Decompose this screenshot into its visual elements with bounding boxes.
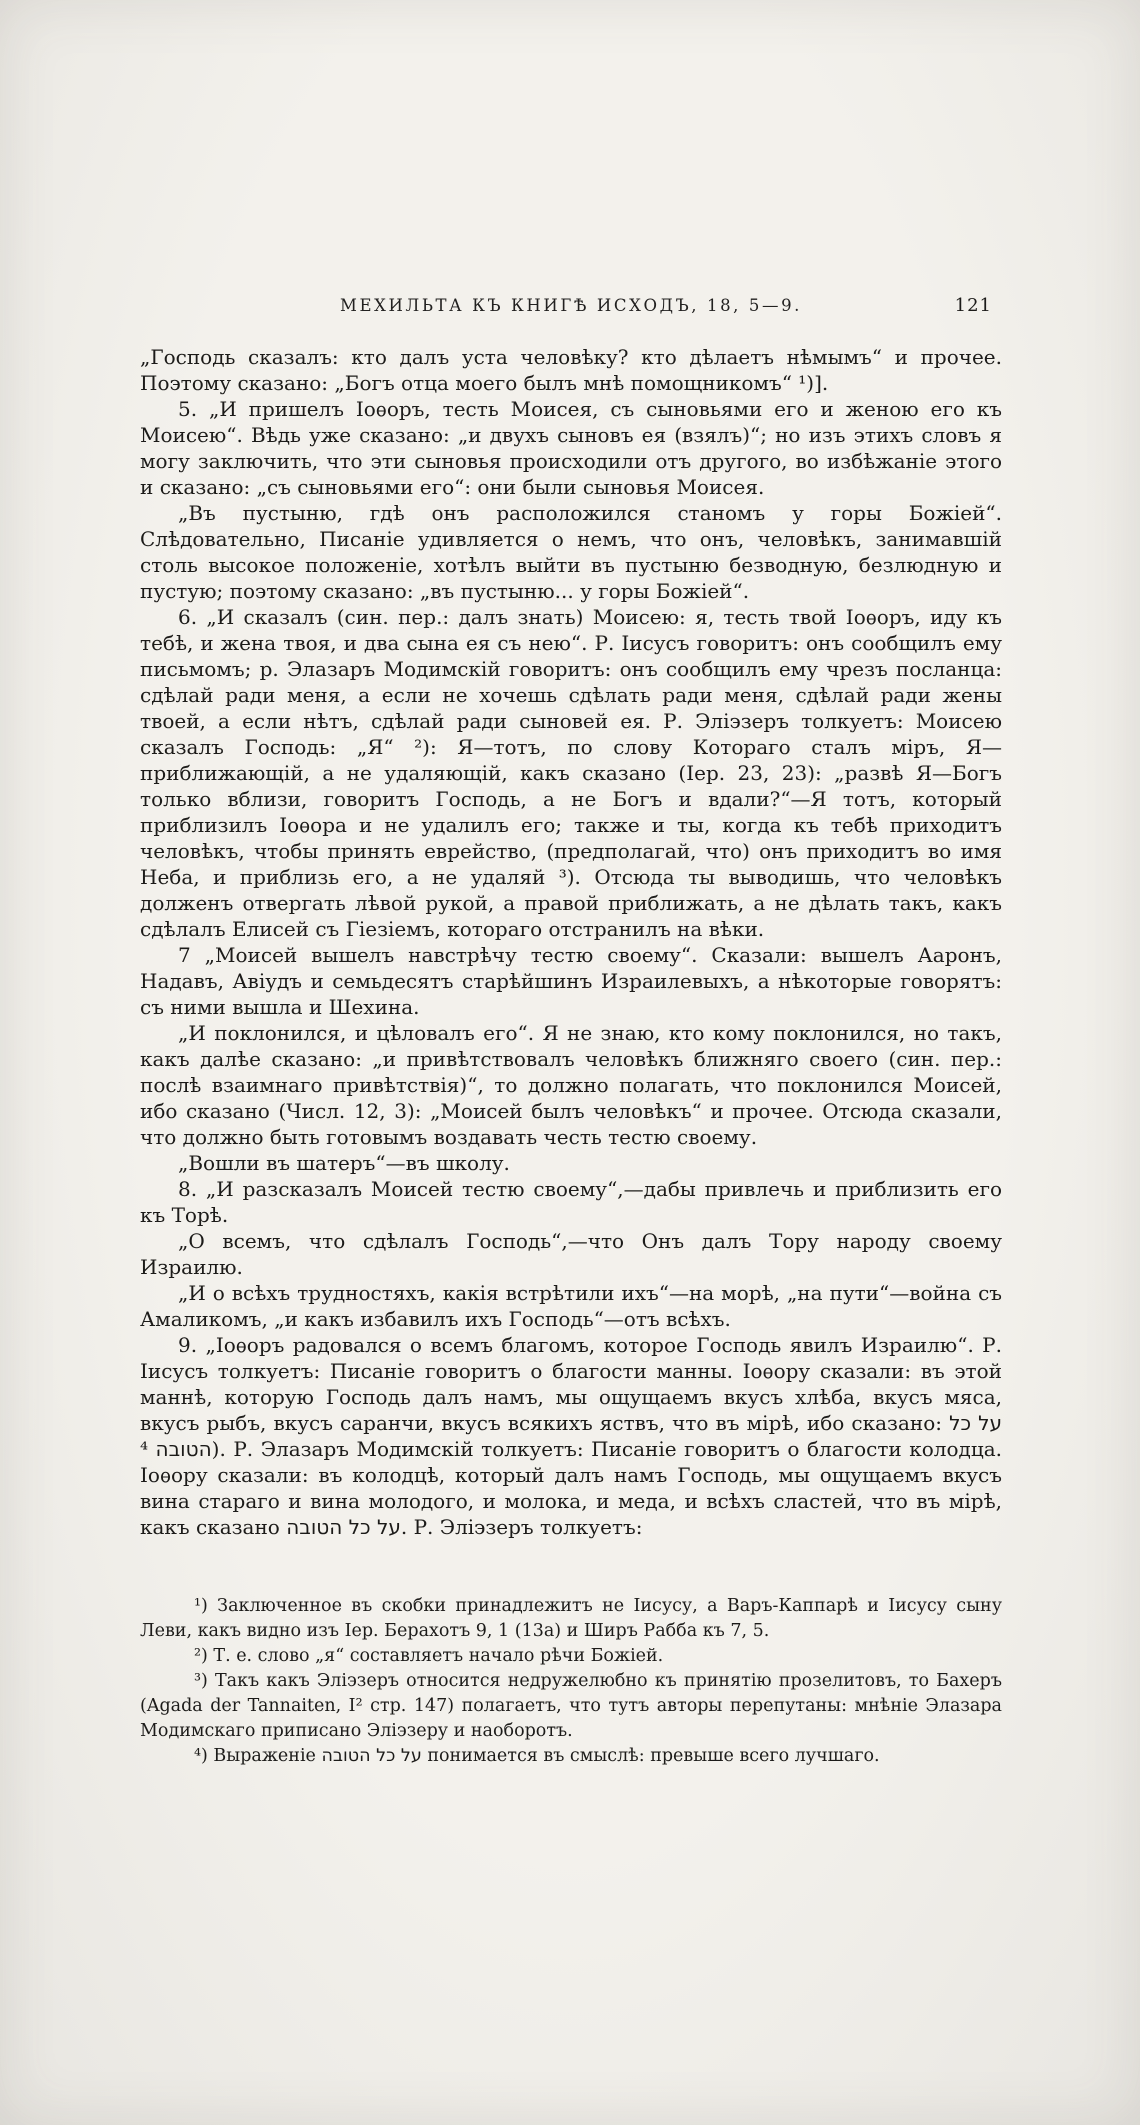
text-column	[140, 296, 1002, 1769]
running-header	[140, 296, 1002, 322]
paragraph: 8. „И разсказалъ Моисей тестю своему“,—дабы привлечь и приблизить его къ Торѣ.	[140, 1177, 1002, 1227]
footnotes-section	[140, 1594, 1002, 1769]
paragraph: 6. „И сказалъ (син. пер.: далъ знать) Моисею: я, тесть твой Іоѳоръ, иду къ тебѣ, и жена твоя, и два сына ея съ нею“. Р. Іисусъ говоритъ: онъ сообщилъ ему письмомъ; р. Элазаръ Модимскій говоритъ: онъ сообщилъ ему чрезъ посланца: сдѣлай ради меня, а если не хочешь сдѣлать ради меня, сдѣлай ради жены твоей, а если нѣтъ, сдѣлай ради сыновей ея. Р. Эліэзеръ толкуетъ: Моисею сказалъ Господь: „Я“ ²): Я—тотъ, по слову Котораго сталъ міръ, Я—приближающій, а не удаляющій, какъ сказано (Іер. 23, 23): „развѣ Я—Богъ только вблизи, говоритъ Господь, а не Богъ и вдали?“—Я тотъ, который приблизилъ Іоѳора и не удалилъ его; также и ты, когда къ тебѣ приходитъ человѣкъ, чтобы принять еврейство, (предполагай, что) онъ приходитъ во имя Неба, и приблизь его, а не удаляй ³). Отсюда ты выводишь, что человѣкъ долженъ отвергать лѣвой рукой, а правой приближать, а не дѣлать такъ, какъ сдѣлалъ Елисей съ Гіезіемъ, котораго отстранилъ на вѣки.	[140, 605, 1002, 941]
paragraph: „Вошли въ шатеръ“—въ школу.	[178, 1151, 510, 1175]
paragraph: „И о всѣхъ трудностяхъ, какія встрѣтили ихъ“—на морѣ, „на пути“—война съ Амаликомъ, „и какъ избавилъ ихъ Господь“—отъ всѣхъ.	[140, 1281, 1002, 1331]
paragraph: „О всемъ, что сдѣлалъ Господь“,—что Онъ далъ Тору народу своему Израилю.	[140, 1229, 1002, 1279]
paragraph: 9. „Іоѳоръ радовался о всемъ благомъ, которое Господь явилъ Израилю“. Р. Іисусъ толкуетъ: Писаніе говоритъ о благости манны. Іоѳору сказали: въ этой маннѣ, которую Господь далъ намъ, мы ощущаемъ вкусъ хлѣба, вкусъ мяса, вкусъ рыбъ, вкусъ саранчи, вкусъ всякихъ яствъ, что въ мірѣ, ибо сказано: על כל הטובה ⁴). Р. Элазаръ Модимскій толкуетъ: Писаніе говоритъ о благости колодца. Іоѳору сказали: въ колодцѣ, который далъ намъ Господь, мы ощущаемъ вкусъ вина стараго и вина молодого, и молока, и меда, и всѣхъ сластей, что въ мірѣ, какъ сказано על כל הטובה. Р. Эліэзеръ толкуетъ:	[140, 1333, 1003, 1539]
paragraph: „Господь сказалъ: кто далъ уста человѣку? кто дѣлаетъ нѣмымъ“ и прочее. Поэтому сказано: „Богъ отца моего былъ мнѣ помощникомъ“ ¹)].	[140, 345, 1002, 395]
paragraph: 5. „И пришелъ Іоѳоръ, тесть Моисея, съ сыновьями его и женою его къ Моисею“. Вѣдь уже сказано: „и двухъ сыновъ ея (взялъ)“; но изъ этихъ словъ я могу заключить, что эти сыновья происходили отъ другого, во избѣжаніе этого и сказано: „съ сыновьями его“: они были сыновья Моисея.	[140, 397, 1002, 499]
main-text	[140, 344, 1002, 1540]
paragraph: 7 „Моисей вышелъ навстрѣчу тестю своему“. Сказали: вышелъ Ааронъ, Надавъ, Авіудъ и семьдесятъ старѣйшинъ Израилевыхъ, а нѣкоторые говорятъ: съ ними вышла и Шехина.	[140, 943, 1002, 1019]
page-number: 121	[954, 295, 992, 316]
footnote: ²) Т. е. слово „я“ составляетъ начало рѣчи Божіей.	[194, 1646, 664, 1666]
paragraph: „И поклонился, и цѣловалъ его“. Я не знаю, кто кому поклонился, но такъ, какъ далѣе сказано: „и привѣтствовалъ человѣкъ ближняго своего (син. пер.: послѣ взаимнаго привѣтствія)“, то должно полагать, что поклонился Моисей, ибо сказано (Числ. 12, 3): „Моисей былъ человѣкъ“ и прочее. Отсюда сказали, что должно быть готовымъ воздавать честь тестю своему.	[140, 1021, 1002, 1149]
paragraph: „Въ пустыню, гдѣ онъ расположился станомъ у горы Божіей“. Слѣдовательно, Писаніе удивляется о немъ, что онъ, человѣкъ, занимавшій столь высокое положеніе, хотѣлъ выйти въ пустыню безводную, безлюдную и пустую; поэтому сказано: „въ пустыню... у горы Божіей“.	[140, 501, 1002, 603]
running-title: МЕХИЛЬТА КЪ КНИГѢ ИСХОДЪ, 18, 5—9.	[339, 296, 803, 315]
footnote: ¹) Заключенное въ скобки принадлежитъ не Іисусу, а Варъ-Каппарѣ и Іисусу сыну Леви, какъ видно изъ Іер. Берахотъ 9, 1 (13а) и Ширъ Рабба къ 7, 5.	[140, 1596, 1002, 1641]
footnote: ⁴) Выраженіе על כל הטובה понимается въ смыслѣ: превыше всего лучшаго.	[194, 1746, 880, 1766]
footnote: ³) Такъ какъ Эліэзеръ относится недружелюбно къ принятію прозелитовъ, то Бахеръ (Agada der Tannaiten, I² стр. 147) полагаетъ, что тутъ авторы перепутаны: мнѣніе Элазара Модимскаго приписано Эліэзеру и наоборотъ.	[140, 1671, 1002, 1741]
